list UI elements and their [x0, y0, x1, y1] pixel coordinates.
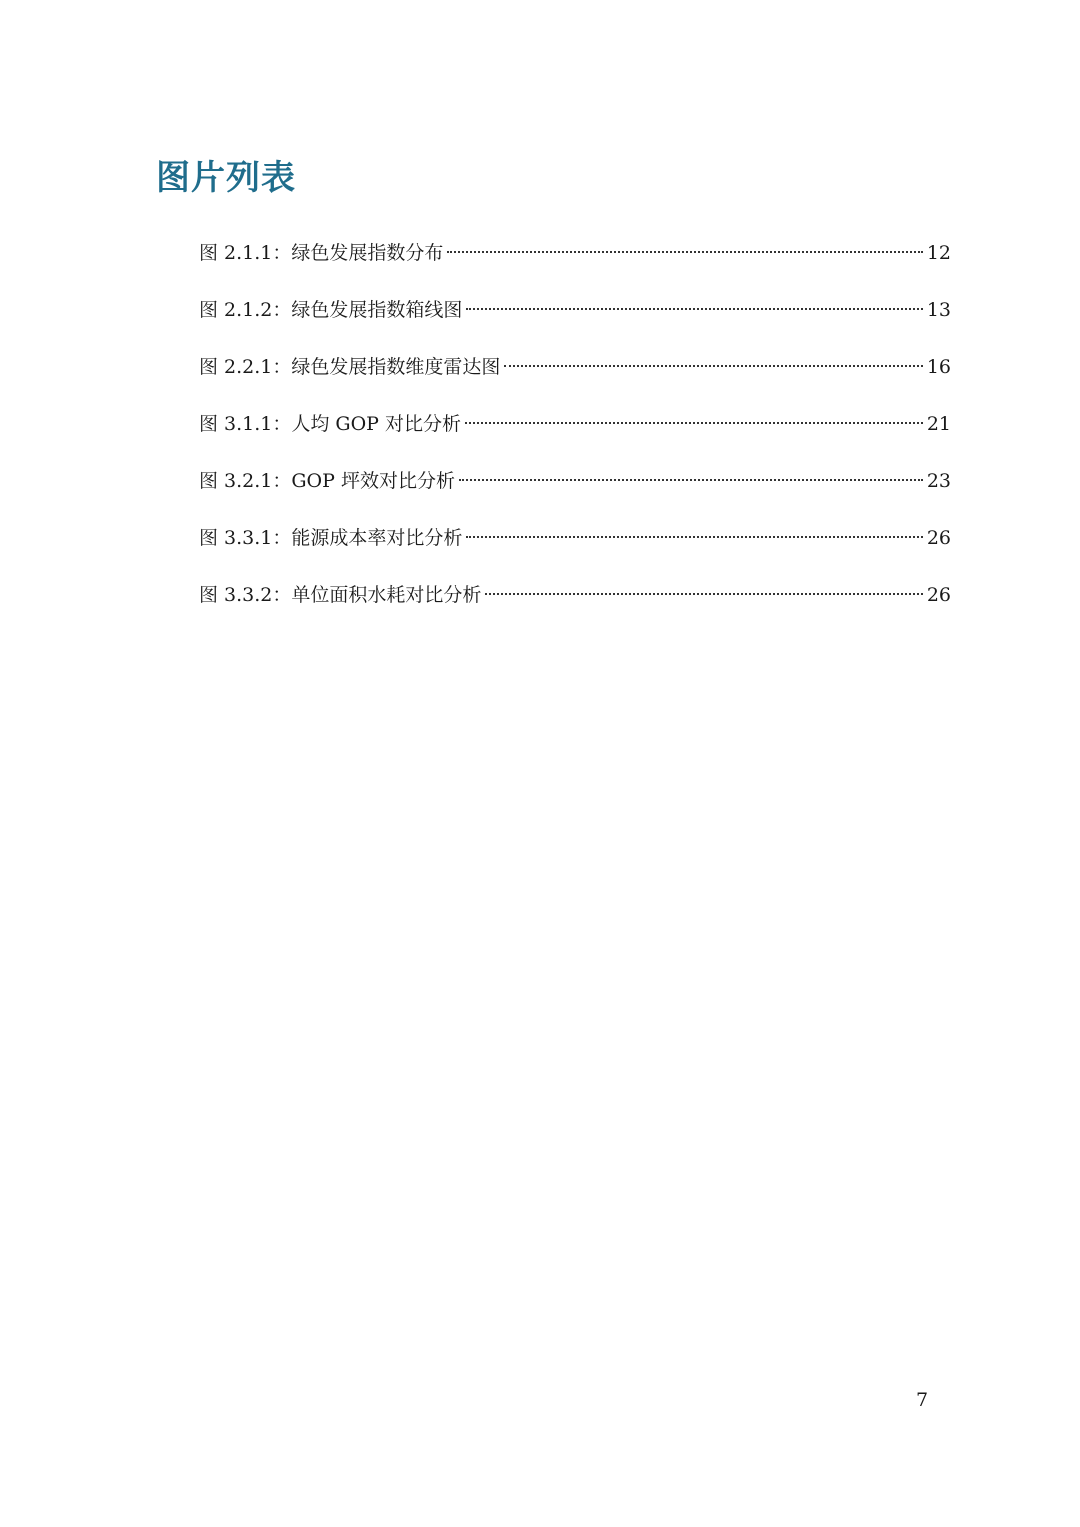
toc-dot-leader [504, 365, 922, 367]
figure-list [199, 234, 951, 633]
toc-dot-leader [465, 422, 923, 424]
toc-entry-page: 26 [926, 584, 951, 606]
toc-entry-page: 13 [926, 299, 951, 321]
toc-entry-label: 图 2.2.1：绿色发展指数维度雷达图 [199, 356, 501, 378]
toc-entry-page: 12 [926, 242, 951, 264]
toc-entry[interactable] [199, 519, 951, 576]
page-title: 图片列表 [156, 158, 296, 198]
toc-entry-page: 21 [926, 413, 951, 435]
toc-entry-label: 图 3.3.1：能源成本率对比分析 [199, 527, 463, 549]
toc-entry-label: 图 3.2.1：GOP 坪效对比分析 [199, 470, 455, 492]
toc-dot-leader [466, 536, 922, 538]
toc-entry[interactable] [199, 291, 951, 348]
toc-entry-label: 图 3.3.2：单位面积水耗对比分析 [199, 584, 482, 606]
page-number: 7 [916, 1389, 929, 1411]
toc-entry[interactable] [199, 576, 951, 633]
toc-dot-leader [485, 593, 922, 595]
toc-entry-label: 图 2.1.1：绿色发展指数分布 [199, 242, 444, 264]
toc-entry[interactable] [199, 234, 951, 291]
toc-entry[interactable] [199, 462, 951, 519]
toc-entry-label: 图 3.1.1：人均 GOP 对比分析 [199, 413, 462, 435]
toc-dot-leader [459, 479, 923, 481]
toc-entry[interactable] [199, 348, 951, 405]
toc-entry-page: 26 [926, 527, 951, 549]
toc-entry-label: 图 2.1.2：绿色发展指数箱线图 [199, 299, 463, 321]
toc-dot-leader [466, 308, 922, 310]
toc-entry-page: 23 [926, 470, 951, 492]
toc-dot-leader [447, 251, 922, 253]
toc-entry[interactable] [199, 405, 951, 462]
toc-entry-page: 16 [926, 356, 951, 378]
